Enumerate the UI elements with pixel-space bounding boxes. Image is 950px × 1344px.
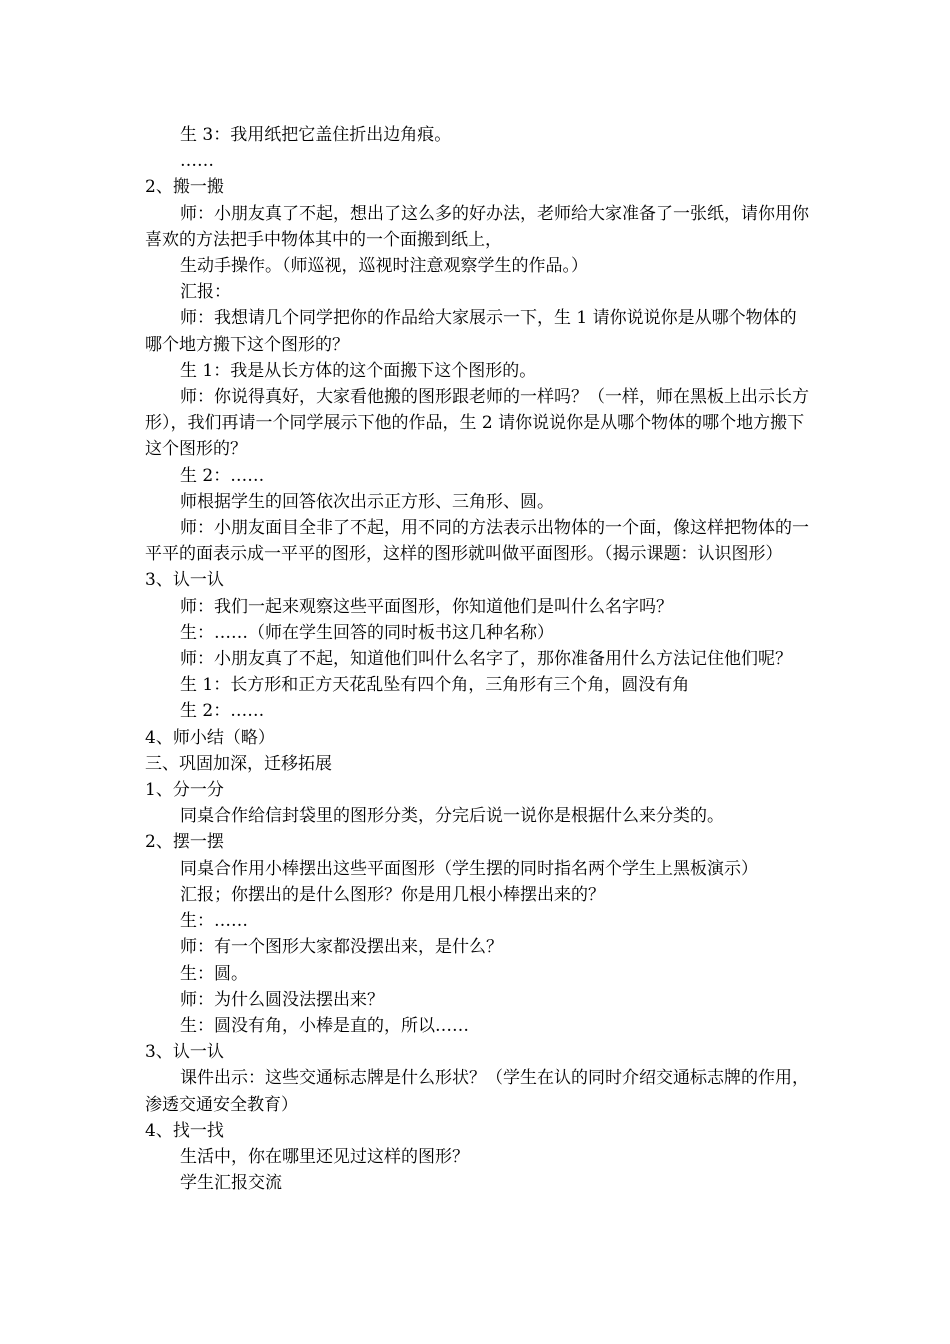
paragraph: 师：为什么圆没法摆出来？ [180, 989, 384, 1010]
paragraph: 汇报；你摆出的是什么图形？你是用几根小棒摆出来的？ [180, 884, 605, 905]
paragraph: 师：小朋友真了不起，想出了这么多的好办法，老师给大家准备了一张纸，请你用你喜欢的方法把手中物体其中的一个面搬到纸上， [145, 203, 809, 250]
paragraph: 学生汇报交流 [180, 1173, 282, 1194]
paragraph: 生 3：我用纸把它盖住折出边角痕。 [180, 125, 452, 145]
paragraph: 生 1：长方形和正方天花乱坠有四个角，三角形有三个角，圆没有角 [180, 675, 690, 696]
paragraph: 生：圆没有角，小棒是直的，所以…… [180, 1015, 469, 1036]
section-heading: 2、搬一搬 [145, 177, 224, 198]
paragraph: …… [180, 151, 214, 172]
paragraph: 生 2：…… [180, 701, 265, 722]
paragraph: 课件出示：这些交通标志牌是什么形状？（学生在认的同时介绍交通标志牌的作用，渗透交通安全教育） [145, 1068, 809, 1115]
document-body [145, 122, 810, 1196]
paragraph: 师：我想请几个同学把你的作品给大家展示一下，生 1 请你说说你是从哪个物体的哪个地方搬下这个图形的？ [145, 308, 797, 355]
paragraph: 师根据学生的回答依次出示正方形、三角形、圆。 [180, 491, 554, 512]
paragraph: 生：…… [180, 911, 248, 932]
paragraph: 师：小朋友真了不起，知道他们叫什么名字了，那你准备用什么方法记住他们呢？ [180, 649, 792, 670]
paragraph: 汇报： [180, 282, 231, 303]
paragraph: 同桌合作用小棒摆出这些平面图形（学生摆的同时指名两个学生上黑板演示） [180, 858, 758, 879]
section-heading: 三、巩固加深，迁移拓展 [145, 753, 332, 774]
section-heading: 1、分一分 [145, 780, 224, 801]
section-heading: 3、认一认 [145, 1042, 224, 1063]
paragraph: 师：我们一起来观察这些平面图形，你知道他们是叫什么名字吗？ [180, 596, 673, 617]
paragraph: 师：你说得真好，大家看他搬的图形跟老师的一样吗？（一样，师在黑板上出示长方形），我们再请一个同学展示下他的作品，生 2 请你说说你是从哪个物体的哪个地方搬下这个图形的？ [145, 387, 809, 460]
section-heading: 2、摆一摆 [145, 832, 224, 853]
paragraph: 生活中，你在哪里还见过这样的图形？ [180, 1146, 469, 1167]
paragraph: 生动手操作。（师巡视，巡视时注意观察学生的作品。） [180, 256, 588, 277]
section-heading: 4、找一找 [145, 1120, 224, 1141]
paragraph: 生：……（师在学生回答的同时板书这几种名称） [180, 622, 554, 643]
paragraph: 师：有一个图形大家都没摆出来，是什么？ [180, 937, 503, 958]
paragraph: 生：圆。 [180, 963, 248, 984]
section-heading: 3、认一认 [145, 570, 224, 591]
paragraph: 生 2：…… [180, 465, 265, 486]
section-heading: 4、师小结（略） [145, 727, 275, 748]
paragraph: 同桌合作给信封袋里的图形分类，分完后说一说你是根据什么来分类的。 [180, 806, 724, 827]
paragraph: 生 1：我是从长方体的这个面搬下这个图形的。 [180, 360, 537, 381]
paragraph: 师：小朋友面目全非了不起，用不同的方法表示出物体的一个面，像这样把物体的一平平的面表示成一平平的图形，这样的图形就叫做平面图形。（揭示课题：认识图形） [145, 518, 809, 565]
